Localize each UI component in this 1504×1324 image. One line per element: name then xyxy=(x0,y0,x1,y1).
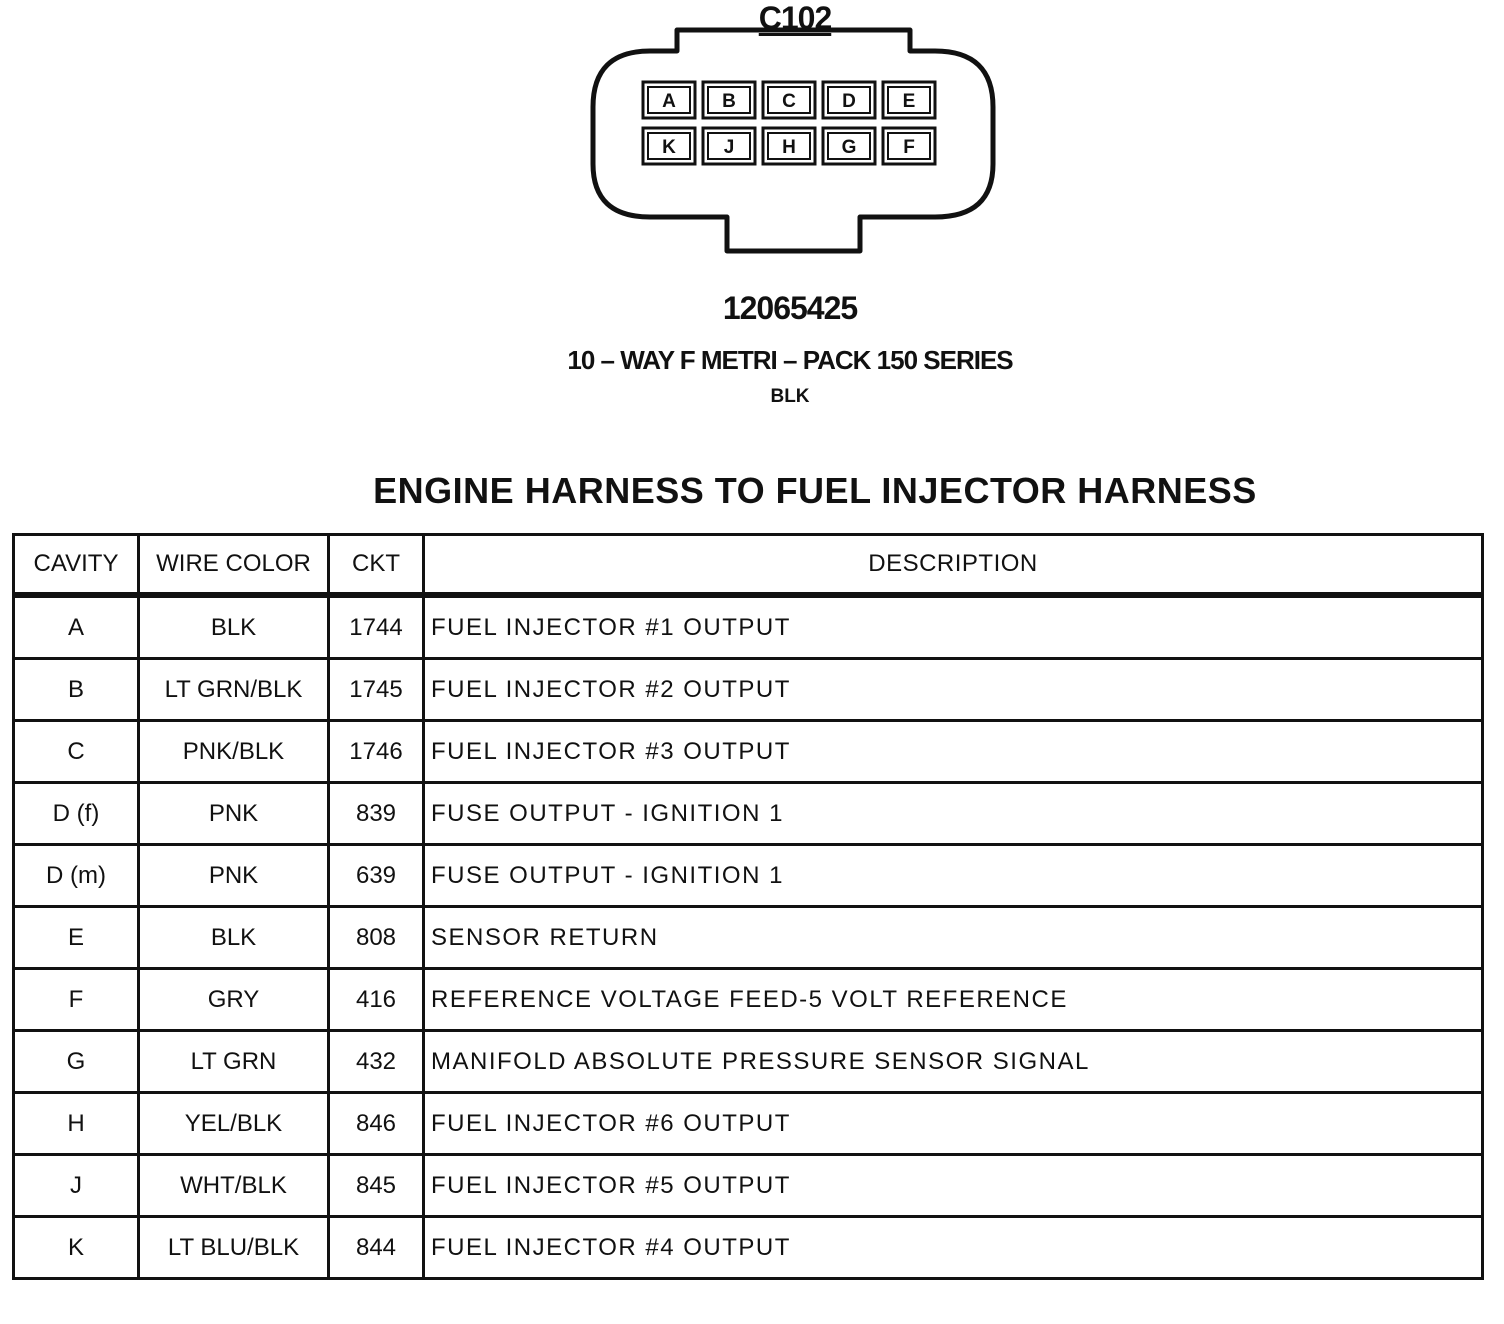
header-description: DESCRIPTION xyxy=(424,535,1483,596)
cell-ckt: 416 xyxy=(329,969,424,1031)
part-number: 12065425 xyxy=(722,290,858,326)
cell-ckt: 846 xyxy=(329,1093,424,1155)
cavity-label: K xyxy=(662,137,676,158)
table-row xyxy=(14,783,1483,845)
cell-cavity: H xyxy=(14,1093,139,1155)
cavity-f xyxy=(883,128,935,164)
cell-ckt: 1745 xyxy=(329,659,424,721)
pinout-table xyxy=(12,533,1484,1280)
cell-cavity: D (f) xyxy=(14,783,139,845)
table-row xyxy=(14,1155,1483,1217)
cell-wire-color: BLK xyxy=(139,907,329,969)
cavity-label: J xyxy=(723,137,735,158)
cell-description: FUEL INJECTOR #1 OUTPUT xyxy=(424,595,1483,659)
cavity-label: B xyxy=(722,91,736,112)
cavity-label: C xyxy=(782,91,796,112)
cavity-e xyxy=(883,82,935,118)
cell-ckt: 808 xyxy=(329,907,424,969)
cell-description: MANIFOLD ABSOLUTE PRESSURE SENSOR SIGNAL xyxy=(424,1031,1483,1093)
cell-ckt: 845 xyxy=(329,1155,424,1217)
cell-cavity: J xyxy=(14,1155,139,1217)
connector-color: BLK xyxy=(770,386,810,407)
cavity-label: D xyxy=(842,91,856,112)
table-row xyxy=(14,1031,1483,1093)
cell-cavity: G xyxy=(14,1031,139,1093)
cavity-h xyxy=(763,128,815,164)
table-title: ENGINE HARNESS TO FUEL INJECTOR HARNESS xyxy=(373,470,1257,511)
cell-wire-color: WHT/BLK xyxy=(139,1155,329,1217)
cell-ckt: 1746 xyxy=(329,721,424,783)
cell-wire-color: PNK xyxy=(139,783,329,845)
cell-wire-color: LT GRN/BLK xyxy=(139,659,329,721)
cell-wire-color: YEL/BLK xyxy=(139,1093,329,1155)
cavity-label: G xyxy=(841,137,857,158)
cell-wire-color: BLK xyxy=(139,595,329,659)
cell-cavity: D (m) xyxy=(14,845,139,907)
cell-description: FUEL INJECTOR #6 OUTPUT xyxy=(424,1093,1483,1155)
cell-description: REFERENCE VOLTAGE FEED-5 VOLT REFERENCE xyxy=(424,969,1483,1031)
cell-cavity: B xyxy=(14,659,139,721)
table-row xyxy=(14,845,1483,907)
header-ckt: CKT xyxy=(329,535,424,596)
table-row xyxy=(14,1093,1483,1155)
cavity-c xyxy=(763,82,815,118)
cavity-label: F xyxy=(903,137,915,158)
cavity-label: A xyxy=(662,91,676,112)
cell-wire-color: PNK/BLK xyxy=(139,721,329,783)
connector-series: 10 – WAY F METRI – PACK 150 SERIES xyxy=(567,345,1013,375)
cell-ckt: 1744 xyxy=(329,595,424,659)
cavity-g xyxy=(823,128,875,164)
connector-diagram xyxy=(580,24,1010,264)
cell-description: FUEL INJECTOR #3 OUTPUT xyxy=(424,721,1483,783)
cell-description: FUEL INJECTOR #5 OUTPUT xyxy=(424,1155,1483,1217)
table-row xyxy=(14,595,1483,659)
cell-wire-color: LT BLU/BLK xyxy=(139,1217,329,1279)
table-header-row xyxy=(14,535,1483,596)
cavity-j xyxy=(703,128,755,164)
table-row xyxy=(14,1217,1483,1279)
cavity-k xyxy=(643,128,695,164)
table-row xyxy=(14,721,1483,783)
header-cavity: CAVITY xyxy=(14,535,139,596)
cell-wire-color: GRY xyxy=(139,969,329,1031)
cell-wire-color: PNK xyxy=(139,845,329,907)
cell-cavity: A xyxy=(14,595,139,659)
header-wire-color: WIRE COLOR xyxy=(139,535,329,596)
cell-ckt: 432 xyxy=(329,1031,424,1093)
cell-cavity: E xyxy=(14,907,139,969)
cavity-label: H xyxy=(782,137,796,158)
cell-wire-color: LT GRN xyxy=(139,1031,329,1093)
cell-ckt: 839 xyxy=(329,783,424,845)
cell-cavity: F xyxy=(14,969,139,1031)
cell-description: FUSE OUTPUT - IGNITION 1 xyxy=(424,783,1483,845)
cell-description: SENSOR RETURN xyxy=(424,907,1483,969)
table-row xyxy=(14,969,1483,1031)
cavity-label: E xyxy=(902,91,916,112)
cavity-d xyxy=(823,82,875,118)
table-row xyxy=(14,659,1483,721)
cell-description: FUEL INJECTOR #4 OUTPUT xyxy=(424,1217,1483,1279)
cavity-a xyxy=(643,82,695,118)
connector-title: C102 xyxy=(758,0,832,36)
cavity-b xyxy=(703,82,755,118)
cell-description: FUSE OUTPUT - IGNITION 1 xyxy=(424,845,1483,907)
cell-description: FUEL INJECTOR #2 OUTPUT xyxy=(424,659,1483,721)
cell-ckt: 639 xyxy=(329,845,424,907)
table-row xyxy=(14,907,1483,969)
cell-ckt: 844 xyxy=(329,1217,424,1279)
cell-cavity: C xyxy=(14,721,139,783)
cell-cavity: K xyxy=(14,1217,139,1279)
